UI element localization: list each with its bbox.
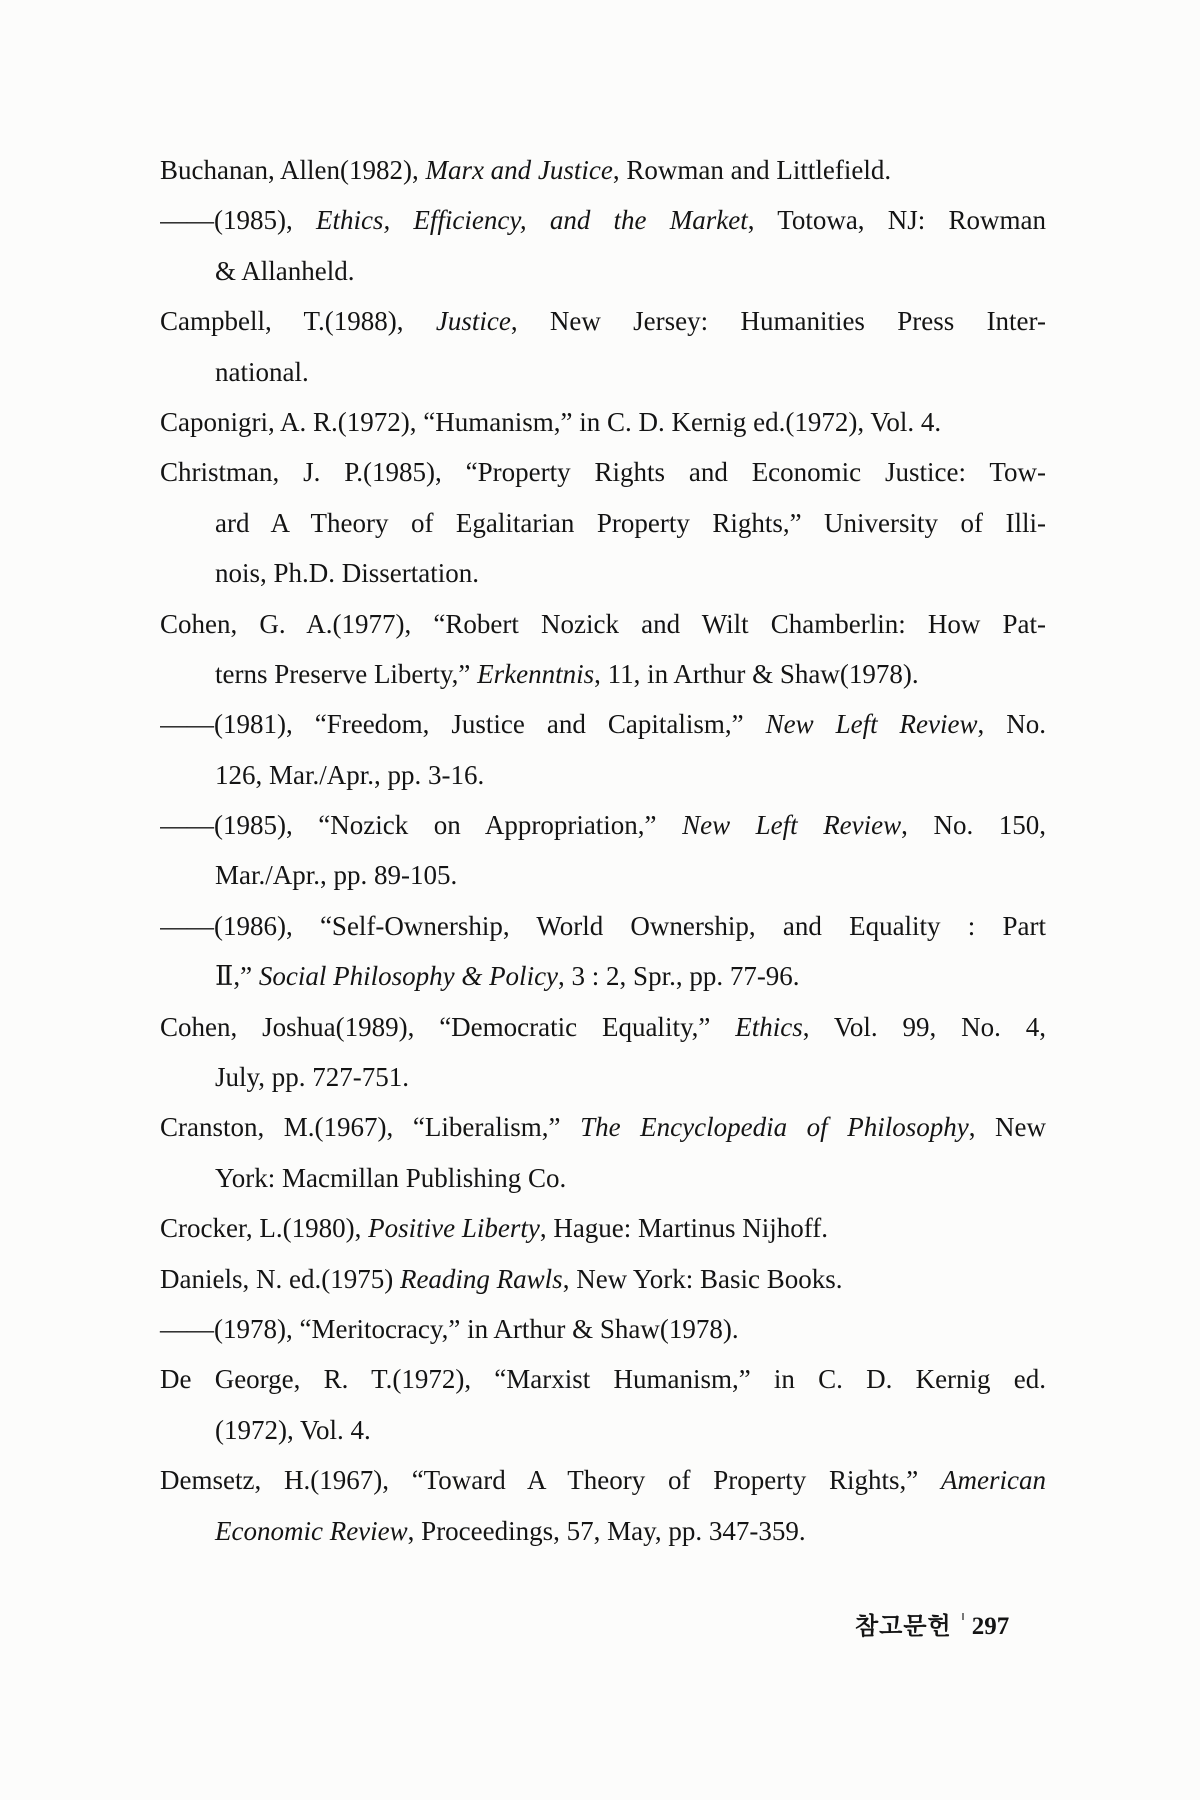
reference-text: , New [968, 1112, 1046, 1143]
reference-text: , No. [977, 709, 1046, 740]
reference-title-italic: Ethics, Efficiency, and the Market [315, 205, 748, 236]
reference-text: , No. 150, [901, 810, 1046, 841]
reference-entry [160, 1102, 1046, 1203]
reference-entry [160, 1354, 1046, 1455]
reference-text: national. [215, 356, 309, 387]
reference-text: Campbell, T.(1988), [160, 306, 436, 337]
reference-text: , Proceedings, 57, May, pp. 347-359. [407, 1515, 806, 1546]
reference-line [160, 548, 1046, 598]
reference-text: Crocker, L.(1980), [160, 1213, 369, 1244]
reference-title-italic: Reading Rawls [399, 1263, 563, 1294]
reference-text: Caponigri, A. R.(1972), “Humanism,” in C. D. Kernig ed.(1972), Vol. 4. [160, 406, 942, 437]
reference-text: ——(1981), “Freedom, Justice and Capitalism,” [160, 709, 766, 740]
reference-text: ——(1985), [160, 205, 316, 236]
reference-text: , Hague: Martinus Nijhoff. [539, 1213, 829, 1244]
reference-title-italic: Erkenntnis [477, 658, 595, 689]
reference-entry [160, 447, 1046, 598]
reference-title-italic: Economic Review [215, 1515, 408, 1546]
reference-text: , New Jersey: Humanities Press Inter- [510, 306, 1046, 337]
reference-text: terns Preserve Liberty,” [215, 658, 478, 689]
reference-text: , 11, in Arthur & Shaw(1978). [594, 658, 919, 689]
reference-text: De George, R. T.(1972), “Marxist Humanism,” in C. D. Kernig ed. [160, 1364, 1046, 1395]
reference-title-italic: Justice [435, 306, 511, 337]
reference-line [160, 1354, 1046, 1404]
reference-text: , Vol. 99, No. 4, [802, 1011, 1046, 1042]
reference-title-italic: Positive Liberty [368, 1213, 540, 1244]
reference-line [160, 800, 1046, 850]
reference-line [160, 599, 1046, 649]
reference-entry [160, 296, 1046, 397]
reference-text: Cohen, Joshua(1989), “Democratic Equality,” [160, 1011, 736, 1042]
reference-line [160, 195, 1046, 245]
reference-entry [160, 699, 1046, 800]
reference-text: ——(1978), “Meritocracy,” in Arthur & Shaw(1978). [160, 1313, 739, 1344]
reference-line [160, 649, 1046, 699]
reference-list [160, 145, 1046, 1556]
reference-title-italic: Ethics [735, 1011, 803, 1042]
reference-text: Christman, J. P.(1985), “Property Rights and Economic Justice: Tow- [160, 457, 1046, 488]
reference-text: ——(1985), “Nozick on Appropriation,” [160, 810, 683, 841]
reference-line [160, 347, 1046, 397]
reference-title-italic: New Left Review [765, 709, 978, 740]
reference-text: & Allanheld. [215, 255, 355, 286]
reference-line [160, 951, 1046, 1001]
reference-title-italic: Marx and Justice [425, 155, 613, 185]
reference-text: , New York: Basic Books. [562, 1263, 843, 1294]
reference-line [160, 397, 1046, 447]
reference-entry [160, 599, 1046, 700]
reference-entry [160, 1304, 1046, 1354]
reference-line [160, 246, 1046, 296]
reference-text: , 3 : 2, Spr., pp. 77-96. [558, 961, 800, 992]
reference-text: Ⅱ,” [215, 961, 259, 992]
reference-text: Buchanan, Allen(1982), [160, 155, 426, 185]
reference-text: Cohen, G. A.(1977), “Robert Nozick and Wilt Chamberlin: How Pat- [160, 608, 1046, 639]
reference-text: ard A Theory of Egalitarian Property Rights,” University of Illi- [215, 507, 1046, 538]
reference-entry [160, 901, 1046, 1002]
reference-entry [160, 1455, 1046, 1556]
reference-line [160, 1102, 1046, 1152]
reference-line [160, 1254, 1046, 1304]
reference-line [160, 498, 1046, 548]
reference-title-italic: The Encyclopedia of Philosophy [580, 1112, 969, 1143]
reference-text: ——(1986), “Self-Ownership, World Ownership, and Equality : Part [160, 910, 1046, 941]
reference-title-italic: American [941, 1465, 1046, 1496]
reference-text: , Totowa, NJ: Rowman [747, 205, 1046, 236]
reference-entry [160, 1254, 1046, 1304]
reference-text: Demsetz, H.(1967), “Toward A Theory of Property Rights,” [160, 1465, 942, 1496]
reference-line [160, 1052, 1046, 1102]
reference-line [160, 447, 1046, 497]
reference-entry [160, 195, 1046, 296]
running-section-title: 참고문헌 [855, 1612, 952, 1640]
reference-line [160, 1153, 1046, 1203]
reference-entry [160, 1203, 1046, 1253]
reference-text: Daniels, N. ed.(1975) [160, 1263, 400, 1294]
reference-line [160, 699, 1046, 749]
reference-line [160, 1455, 1046, 1505]
reference-text: July, pp. 727-751. [215, 1062, 409, 1093]
reference-line [160, 850, 1046, 900]
reference-line [160, 1002, 1046, 1052]
reference-entry [160, 1002, 1046, 1103]
reference-entry [160, 800, 1046, 901]
reference-title-italic: New Left Review [682, 810, 902, 841]
reference-line [160, 296, 1046, 346]
reference-line [160, 1506, 1046, 1556]
footer-mark [962, 1613, 964, 1620]
reference-text: , Rowman and Littlefield. [612, 155, 892, 185]
reference-text: nois, Ph.D. Dissertation. [215, 558, 480, 589]
reference-line [160, 145, 1046, 195]
reference-text: York: Macmillan Publishing Co. [215, 1162, 567, 1193]
reference-text: 126, Mar./Apr., pp. 3-16. [215, 759, 485, 790]
reference-line [160, 1405, 1046, 1455]
page-number: 297 [971, 1613, 1010, 1640]
reference-text: Cranston, M.(1967), “Liberalism,” [160, 1112, 581, 1143]
reference-line [160, 901, 1046, 951]
reference-line [160, 1304, 1046, 1354]
reference-text: (1972), Vol. 4. [215, 1414, 371, 1445]
page-footer [855, 1606, 1009, 1641]
reference-title-italic: Social Philosophy & Policy [258, 961, 559, 992]
reference-text: Mar./Apr., pp. 89-105. [215, 860, 458, 891]
reference-entry [160, 397, 1046, 447]
reference-line [160, 750, 1046, 800]
reference-line [160, 1203, 1046, 1253]
reference-entry [160, 145, 1046, 195]
